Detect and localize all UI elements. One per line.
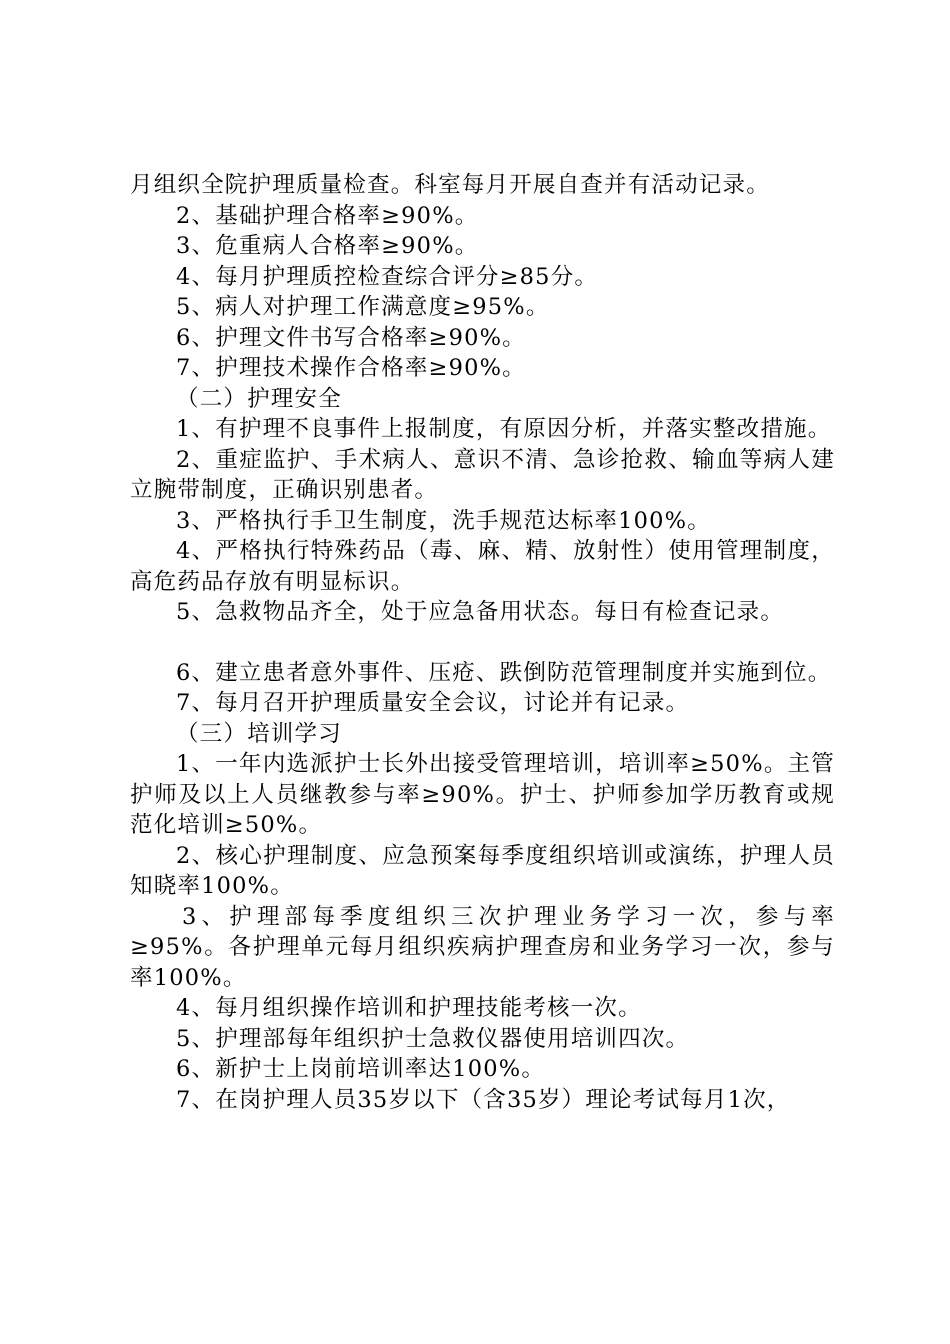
document-body: [130, 170, 835, 1115]
paragraph-training-4: 4、每月组织操作培训和护理技能考核一次。: [176, 995, 642, 1021]
paragraph-training-1: 1、一年内选派护士长外出接受管理培训，培训率≥50%。主管护师及以上人员继教参与率≥90%。护士、护师参加学历教育或规范化培训≥50%。: [130, 751, 835, 838]
section-heading-training: （三）培训学习: [176, 720, 342, 747]
paragraph-safety-4: 4、严格执行特殊药品（毒、麻、精、放射性）使用管理制度，高危药品存放有明显标识。: [130, 538, 835, 595]
paragraph-quality-2: 2、基础护理合格率≥90%。: [176, 202, 479, 229]
paragraph-training-6: 6、新护士上岗前培训率达100%。: [176, 1056, 546, 1082]
paragraph-continuation: 月组织全院护理质量检查。科室每月开展自查并有活动记录。: [130, 172, 770, 198]
paragraph-quality-7: 7、护理技术操作合格率≥90%。: [176, 355, 526, 381]
paragraph-training-5: 5、护理部每年组织护士急救仪器使用培训四次。: [176, 1025, 690, 1052]
paragraph-quality-3: 3、危重病人合格率≥90%。: [176, 233, 479, 259]
paragraph-safety-1: 1、有护理不良事件上报制度，有原因分析，并落实整改措施。: [176, 416, 832, 442]
paragraph-quality-4: 4、每月护理质控检查综合评分≥85分。: [176, 263, 599, 290]
paragraph-safety-6: 6、建立患者意外事件、压疮、跌倒防范管理制度并实施到位。: [176, 659, 832, 686]
blank-line: [130, 628, 835, 658]
paragraph-quality-5: 5、病人对护理工作满意度≥95%。: [176, 294, 550, 320]
paragraph-safety-3: 3、严格执行手卫生制度，洗手规范达标率100%。: [176, 507, 711, 534]
paragraph-training-2: 2、核心护理制度、应急预案每季度组织培训或演练，护理人员知晓率100%。: [130, 842, 835, 899]
paragraph-quality-6: 6、护理文件书写合格率≥90%。: [176, 324, 526, 351]
section-heading-safety: （二）护理安全: [176, 385, 342, 412]
paragraph-safety-2: 2、重症监护、手术病人、意识不清、急诊抢救、输血等病人建立腕带制度，正确识别患者。: [130, 446, 835, 503]
paragraph-safety-5: 5、急救物品齐全，处于应急备用状态。每日有检查记录。: [176, 599, 785, 625]
paragraph-safety-7: 7、每月召开护理质量安全会议，讨论并有记录。: [176, 690, 690, 716]
paragraph-training-3: 3、护理部每季度组织三次护理业务学习一次，参与率≥95%。各护理单元每月组织疾病护理查房和业务学习一次，参与率100%。: [130, 903, 835, 991]
paragraph-training-7: 7、在岗护理人员35岁以下（含35岁）理论考试每月1次，: [176, 1086, 791, 1113]
